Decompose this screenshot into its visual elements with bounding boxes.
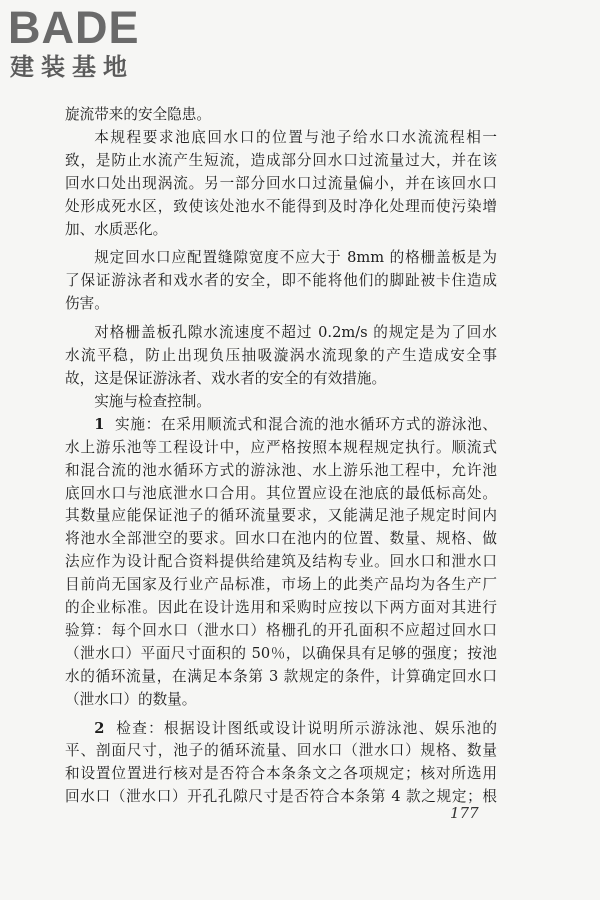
paragraph-line: 规定回水口应配置缝隙宽度不应大于 8mm 的格栅盖板是为 <box>94 249 497 267</box>
paragraph-line: 故，这是保证游泳者、戏水者的安全的有效措施。 <box>65 369 387 387</box>
paragraph-line: 水上游乐池等工程设计中，应严格按照本规程规定执行。顺流式 <box>65 438 497 456</box>
paragraph-line: 伤害。 <box>65 295 109 313</box>
paragraph-line: 致，是防止水流产生短流，造成部分回水口过流量过大，并在该 <box>65 151 497 169</box>
bade-logo <box>8 4 178 86</box>
paragraph-line: 对格栅盖板孔隙水流速度不超过 0.2m/s 的规定是为了回水 <box>94 324 497 342</box>
paragraph-line <box>65 414 497 437</box>
item-number: 1 <box>94 415 105 433</box>
paragraph-line: 目前尚无国家及行业产品标准，市场上的此类产品均为各生产厂 <box>65 576 497 594</box>
paragraph-line: 法应作为设计配合资料提供给建筑及结构专业。回水口和泄水口 <box>65 553 497 571</box>
item-number: 2 <box>94 719 105 737</box>
paragraph-line: 将池水全部泄空的要求。回水口在池内的位置、数量、规格、做 <box>65 530 497 548</box>
paragraph-line <box>65 718 497 741</box>
paragraph-line: 其数量应能保证池子的循环流量要求，又能满足池子规定时间内 <box>65 507 497 525</box>
paragraph-line: 本规程要求池底回水口的位置与池子给水口水流流程相一 <box>94 128 497 146</box>
paragraph-line: 水的循环流量，在满足本条第 3 款规定的条件，计算确定回水口 <box>65 667 497 685</box>
paragraph-line: 和设置位置进行核对是否符合本条条文之各项规定；核对所选用 <box>65 765 497 783</box>
paragraph-line: 加、水质恶化。 <box>65 220 168 238</box>
paragraph-line: 底回水口与池底泄水口合用。其位置应设在池底的最低标高处。 <box>65 484 497 502</box>
paragraph-line: 的企业标准。因此在设计选用和采购时应按以下两方面对其进行 <box>65 599 497 617</box>
paragraph-line: 处形成死水区，致使该处池水不能得到及时净化处理而使污染增 <box>65 197 497 215</box>
item-line: 检查：根据设计图纸或设计说明所示游泳池、娱乐池的 <box>116 719 497 737</box>
paragraph-line: （泄水口）平面尺寸面积的 50％，以确保具有足够的强度；按池 <box>65 644 497 662</box>
paragraph-line: 实施与检查控制。 <box>94 392 211 410</box>
paragraph-line: 和混合流的池水循环方式的游泳池、水上游乐池工程中，允许池 <box>65 461 497 479</box>
paragraph-line: 了保证游泳者和戏水者的安全，即不能将他们的脚趾被卡住造成 <box>65 272 497 290</box>
paragraph-line: 平、剖面尺寸，池子的循环流量、回水口（泄水口）规格、数量 <box>65 742 497 760</box>
logo-wordmark: BADE <box>8 2 140 53</box>
paragraph-line: 回水口处出现涡流。另一部分回水口过流量偏小，并在该回水口 <box>65 174 497 192</box>
paragraph-line: 验算：每个回水口（泄水口）格栅孔的开孔面积不应超过回水口 <box>65 621 497 639</box>
paragraph-line: 回水口（泄水口）开孔孔隙尺寸是否符合本条第 4 款之规定；根 <box>65 788 497 806</box>
paragraph-line: （泄水口）的数量。 <box>65 690 197 708</box>
body-text <box>65 104 497 809</box>
page-number: 177 <box>450 804 479 822</box>
logo-subtitle: 建装基地 <box>10 53 134 81</box>
item-line: 实施：在采用顺流式和混合流的池水循环方式的游泳池、 <box>115 415 497 433</box>
paragraph-line: 旋流带来的安全隐患。 <box>65 106 211 123</box>
paragraph-line: 水流平稳，防止出现负压抽吸漩涡水流现象的产生造成安全事 <box>65 347 497 365</box>
